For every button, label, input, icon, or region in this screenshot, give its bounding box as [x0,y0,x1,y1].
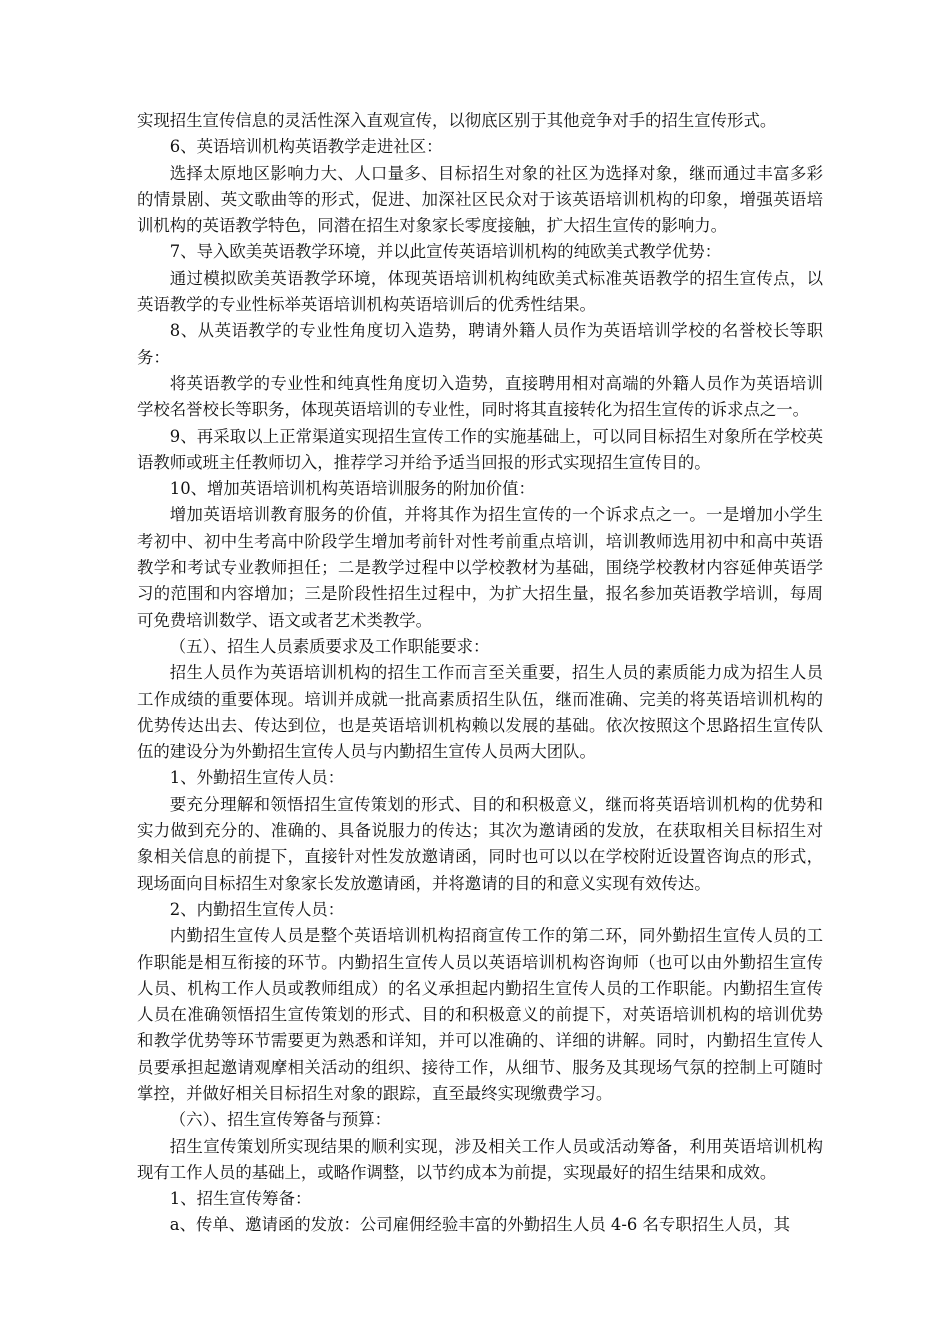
paragraph-continuation: 实现招生宣传信息的灵活性深入直观宣传，以彻底区别于其他竞争对手的招生宣传形式。 [137,111,777,130]
paragraph-field-staff: 要充分理解和领悟招生宣传策划的形式、目的和积极意义，继而将英语培训机构的优势和实力做到充分的、准确的、具备说服力的传达；其次为邀请函的发放，在获取相关目标招生对象相关信息的前提下，直接针对性发放邀请函，同时也可以以在学校附近设置咨询点的形式，现场面向目标招生对象家长发放邀请函，并将邀请的目的和意义实现有效传达。 [137,794,823,893]
paragraph-professional: 将英语教学的专业性和纯真性角度切入造势，直接聘用相对高端的外籍人员作为英语培训学校名誉校长等职务，体现英语培训的专业性，同时将其直接转化为招生宣传的诉求点之一。 [137,373,823,420]
section-heading-community: 6、英语培训机构英语教学走进社区： [169,137,443,157]
paragraph-flyers: a、传单、邀请函的发放：公司雇佣经验丰富的外勤招生人员 4-6 名专职招生人员，其 [169,1215,791,1235]
section-heading-added-value: 10、增加英语培训机构英语培训服务的附加价值： [169,479,535,499]
section-heading-budget: （六）、招生宣传筹备与预算： [169,1110,392,1130]
section-heading-staff-requirements: （五）、招生人员素质要求及工作职能要求： [169,636,490,656]
paragraph-added-value: 增加英语培训教育服务的价值，并将其作为招生宣传的一个诉求点之一。一是增加小学生考初中、初中生考高中阶段学生增加考前针对性考前重点培训，培训教师选用初中和高中英语教学和考试专业教师担任；二是教学过程中以学校教材为基础，围绕学校教材内容延伸英语学习的范围和内容增加；三是阶段性招生过程中，为扩大招生量，报名参加英语教学培训，每周可免费培训数学、语文或者艺术类教学。 [137,505,823,630]
paragraph-environment: 通过模拟欧美英语教学环境，体现英语培训机构纯欧美式标准英语教学的招生宣传点，以英语教学的专业性标举英语培训机构英语培训后的优秀性结果。 [137,268,823,315]
paragraph-teachers: 9、再采取以上正常渠道实现招生宣传工作的实施基础上，可以同目标招生对象所在学校英语教师或班主任教师切入，推荐学习并给予适当回报的形式实现招生宣传目的。 [137,426,823,472]
paragraph-budget: 招生宣传策划所实现结果的顺利实现，涉及相关工作人员或活动筹备，利用英语培训机构现有工作人员的基础上，或略作调整，以节约成本为前提，实现最好的招生结果和成效。 [137,1136,823,1182]
paragraph-staff-requirements: 招生人员作为英语培训机构的招生工作而言至关重要，招生人员的素质能力成为招生人员工作成绩的重要体现。培训并成就一批高素质招生队伍，继而准确、完美的将英语培训机构的优势传达出去、传达到位，也是英语培训机构赖以发展的基础。依次按照这个思路招生宣传队伍的建设分为外勤招生宣传人员与内勤招生宣传人员两大团队。 [137,663,823,762]
document-body [137,108,823,1239]
paragraph-office-staff: 内勤招生宣传人员是整个英语培训机构招商宣传工作的第二环，同外勤招生宣传人员的工作职能是相互衔接的环节。内勤招生宣传人员以英语培训机构咨询师（也可以由外勤招生宣传人员、机构工作人员或教师组成）的名义承担起内勤招生宣传人员的工作职能。内勤招生宣传人员在准确领悟招生宣传策划的形式、目的和积极意义的前提下，对英语培训机构的培训优势和教学优势等环节需要更为熟悉和详知，并可以准确的、详细的讲解。同时，内勤招生宣传人员要承担起邀请观摩相关活动的组织、接待工作，从细节、服务及其现场气氛的控制上可随时掌控，并做好相关目标招生对象的跟踪，直至最终实现缴费学习。 [137,926,823,1103]
section-heading-field-staff: 1、外勤招生宣传人员： [169,768,345,788]
section-heading-preparation: 1、招生宣传筹备： [169,1189,312,1209]
section-heading-office-staff: 2、内勤招生宣传人员： [169,899,345,919]
section-heading-environment: 7、导入欧美英语教学环境，并以此宣传英语培训机构的纯欧美式教学优势： [169,242,722,262]
paragraph-community: 选择太原地区影响力大、人口量多、目标招生对象的社区为选择对象，继而通过丰富多彩的情景剧、英文歌曲等的形式，促进、加深社区民众对于该英语培训机构的印象，增强英语培训机构的英语教学特色，同潜在招生对象家长零度接触，扩大招生宣传的影响力。 [137,163,823,236]
section-heading-professional: 8、从英语教学的专业性角度切入造势，聘请外籍人员作为英语培训学校的名誉校长等职务： [137,321,823,367]
